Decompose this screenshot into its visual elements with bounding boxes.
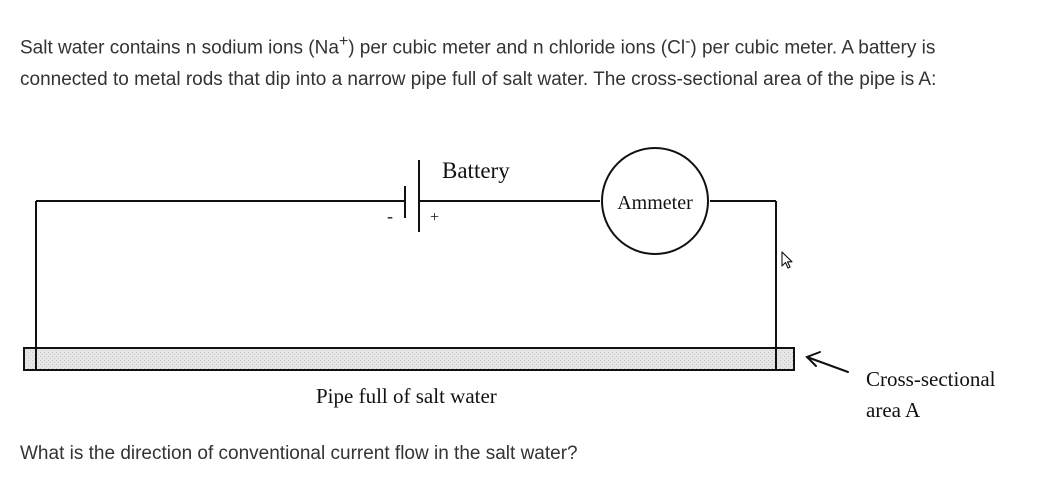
intro-text-1: Salt water contains n sodium ions (Na [20,37,339,59]
salt-water-pipe [24,348,794,370]
chloride-charge: - [685,33,691,50]
cross-section-arrow-icon [807,352,848,372]
battery-minus-sign: - [387,206,393,226]
battery-label: Battery [442,158,510,183]
area-label-line1: Cross-sectional [866,367,996,391]
battery-plus-sign: + [430,209,440,226]
question-text: What is the direction of conventional current flow in the salt water? [20,443,578,464]
mouse-cursor-icon [782,252,792,268]
area-label-line2: area A [866,398,921,422]
intro-text-3: ) per cubic meter. A battery is connected to metal rods that dip into a narrow pipe full of salt water. The cross-sectional area of the pipe is A: [20,37,937,91]
ammeter-label: Ammeter [617,192,693,214]
sodium-charge: + [338,33,349,50]
pipe-label: Pipe full of salt water [316,384,497,408]
intro-text-2: ) per cubic meter and n chloride ions (Cl [348,37,686,59]
